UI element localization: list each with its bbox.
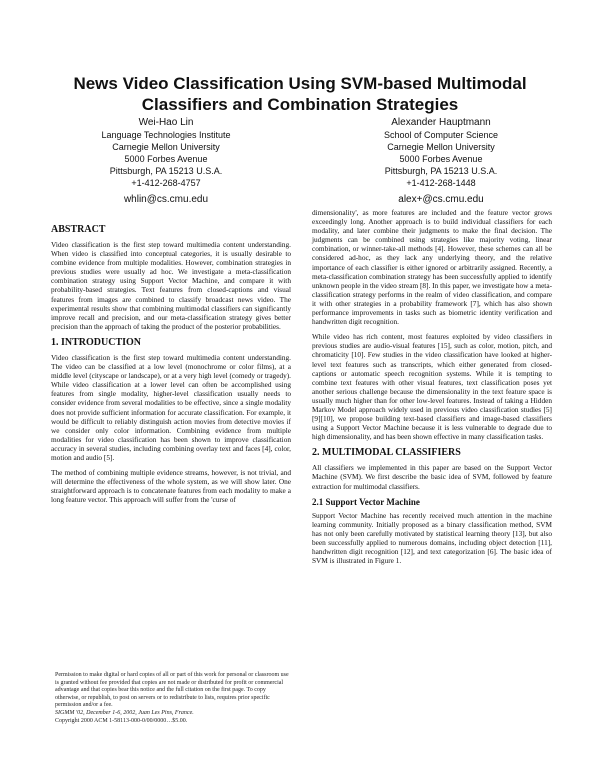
- conference-venue: SIGMM '02, December 1-6, 2002, Juan Les Pins, France.: [55, 709, 194, 716]
- author-email: whlin@cs.cmu.edu: [123, 194, 209, 205]
- author-university: Carnegie Mellon University: [387, 142, 495, 152]
- author-affiliation: Language Technologies Institute: [101, 130, 231, 140]
- right-column: [312, 208, 552, 571]
- author-name: Alexander Hauptmann: [391, 117, 491, 128]
- introduction-heading: 1. INTRODUCTION: [51, 336, 142, 348]
- abstract-heading: ABSTRACT: [51, 224, 106, 235]
- author-phone: +1-412-268-1448: [406, 178, 476, 188]
- abstract-text: Video classification is the first step toward multimedia content understanding. When video is classified into conceptual categories, it is usually desirable to combine evidence from multiple modalities. However, combination strategies in previous studies were usually ad hoc. We investigate a meta-classification combination strategy using Support Vector Machine, and compare it with probability-based strategies. Text features from closed-captions and visual features from images are combined to classify broadcast news video. The experimental results show that combining multimodal classifiers can significantly improve recall and precision, and our meta-classification strategy gives better precision than the approach of taking the product of the posterior probabilities.: [51, 240, 291, 331]
- intro-paragraph-3: While video has rich content, most features exploited by video classifiers in previous studies are audio-visual features [15], such as color, motion, pitch, and chromaticity [10]. Few studies in the video classification have looked at higher-level text features such as transcripts, which either generated from closed-captions or automatic speech recognition systems. While it is tempting to combine text features with other visual features, text classification poses yet another serious challenge because the dimensionality in the text feature space is usually much higher than for other low-level features. Instead of taking a Hidden Markov Model approach widely used in previous video classification studies [5][9][10], we propose building text-based classifiers and image-based classifiers using a Support Vector Machine because it is less vulnerable to degrade due to high dimensionality, and has been shown effective in many classification tasks.: [312, 332, 552, 442]
- intro-paragraph-1: Video classification is the first step toward multimedia content understanding. The video can be classified at a low level (monochrome or color films), at a middle level (cityscape or landscape), or at a very high level (comedy or tragedy). While video classification at a lower level can often be accomplished using features from single modality, higher-level classification usually needs to consider evidence from several modalities to be effective, since a single modality does not provide sufficient information for accurate classification. For example, it would be difficult to reliably distinguish action movies from detective movies if we consider only color information. Combining evidence from multiple modalities for video classification has been shown to improve classification accuracy in several studies, including combining overlay text and faces [4], color, motion and audio [5].: [51, 352, 291, 462]
- author-city: Pittsburgh, PA 15213 U.S.A.: [109, 166, 223, 176]
- author-university: Carnegie Mellon University: [112, 142, 220, 152]
- section-2-1-text: Support Vector Machine has recently received much attention in the machine learning community. Initially proposed as a binary classification method, SVM has not only been carefully motivated by statistical learning theory [13], but also been successfully applied to numerous domains, including object detection [11], handwritten digit recognition [12], and text categorization [6]. The basic idea of SVM is illustrated in Figure 1.: [312, 510, 552, 566]
- author-block-2: [341, 116, 541, 206]
- paper-title: News Video Classification Using SVM-based Multimodal Classifiers and Combination Strategies: [73, 74, 527, 114]
- author-email: alex+@cs.cmu.edu: [398, 194, 484, 205]
- author-street: 5000 Forbes Avenue: [124, 154, 208, 164]
- left-column: [51, 224, 291, 510]
- intro-paragraph-continued: dimensionality', as more features are included and the feature vector grows exceedingly long. Another approach is to build individual classifiers for each modality, and later combine their judgments to make the final decision. The judgments can be combined using strategies like majority voting, linear combination, or winner-take-all methods [4]. However, these schemes can all be considered ad-hoc, as they lack any underlying theory, and the relative importance of each classifier is either ignored or arbitrarily assigned. Recently, a meta-classification combination strategy has been successfully applied to identify unknown people in the video stream [8]. In this paper, we investigate how a meta-classification strategy performs in the realm of video classification, and compare it with other strategies in a probability framework [7], which has also shown performance improvements in tasks such as biometric identity verification and handwritten digit recognition.: [312, 208, 552, 327]
- author-phone: +1-412-268-4757: [131, 178, 201, 188]
- intro-paragraph-2: The method of combining multiple evidence streams, however, is not trivial, and will determine the effectiveness of the whole system, as we will show later. One straightforward approach is to concatenate features from each modality to make a long feature vector. This approach will suffer from the 'curse of: [51, 468, 291, 505]
- copyright-notice: [55, 672, 289, 725]
- author-street: 5000 Forbes Avenue: [399, 154, 483, 164]
- section-2-heading: 2. MULTIMODAL CLASSIFIERS: [312, 447, 461, 459]
- author-affiliation: School of Computer Science: [383, 130, 499, 140]
- author-name: Wei-Hao Lin: [138, 117, 194, 128]
- copyright-line: Copyright 2000 ACM 1-58113-000-0/00/0000…$5.00.: [55, 717, 188, 724]
- author-block-1: [66, 116, 266, 206]
- author-city: Pittsburgh, PA 15213 U.S.A.: [384, 166, 498, 176]
- section-2-1-heading: 2.1 Support Vector Machine: [312, 496, 420, 507]
- section-2-text: All classifiers we implemented in this paper are based on the Support Vector Machine (SVM). We first describe the basic idea of SVM, followed by feature extraction for multimodal classifiers.: [312, 463, 552, 491]
- permission-text: Permission to make digital or hard copies of all or part of this work for personal or classroom use is granted without fee provided that copies are not made or distributed for profit or commercial advantage and that copies bear this notice and the full citation on the first page. To copy otherwise, or republish, to post on servers or to redistribute to lists, requires prior specific permission and/or a fee.: [55, 672, 289, 709]
